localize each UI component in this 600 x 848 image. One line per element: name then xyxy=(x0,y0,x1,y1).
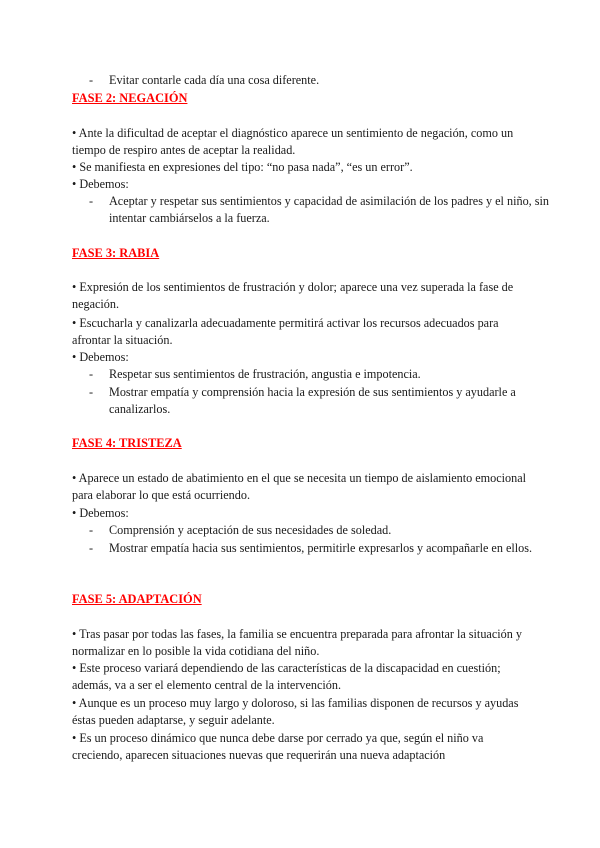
fase4-dash-item-2 xyxy=(72,540,571,557)
fase4-dash-text-1: Comprensión y aceptación de sus necesidades de soledad. xyxy=(109,523,392,537)
fase2-bullet-3: • Debemos: xyxy=(72,177,129,191)
dash-marker: - xyxy=(89,73,94,87)
fase5-bullet-2: • Este proceso variará dependiendo de las características de la discapacidad en cuestión; además, va a ser el elemento central de la intervención. xyxy=(72,661,501,693)
intro-dash-item xyxy=(72,72,577,89)
fase4-bullet-1: • Aparece un estado de abatimiento en el que se necesita un tiempo de aislamiento emocional para elaborar lo que está ocurriendo. xyxy=(72,471,527,503)
dash-marker: - xyxy=(89,367,94,381)
fase5-bullet-3: • Aunque es un proceso muy largo y doloroso, si las familias disponen de recursos y ayudas éstas pueden adaptarse, y seguir adelante. xyxy=(72,696,519,728)
fase3-heading: FASE 3: RABIA xyxy=(72,246,160,260)
fase3-bullet-3: • Debemos: xyxy=(72,350,129,364)
dash-marker: - xyxy=(89,523,94,537)
fase3-dash-text-2: Mostrar empatía y comprensión hacia la expresión de sus sentimientos y ayudarle a canalizarlos. xyxy=(109,385,516,417)
fase3-dash-item-1 xyxy=(72,366,571,383)
fase2-dash-item-1 xyxy=(72,193,571,227)
fase2-bullet-2: • Se manifiesta en expresiones del tipo: “no pasa nada”, “es un error”. xyxy=(72,160,413,174)
intro-item-text: Evitar contarle cada día una cosa diferente. xyxy=(109,73,320,87)
fase3-dash-text-1: Respetar sus sentimientos de frustración, angustia e impotencia. xyxy=(109,367,421,381)
fase4-bullet-2: • Debemos: xyxy=(72,506,129,520)
fase4-dash-text-2: Mostrar empatía hacia sus sentimientos, permitirle expresarlos y acompañarle en ellos. xyxy=(109,541,533,555)
fase4-dash-item-1 xyxy=(72,522,571,539)
fase3-dash-item-2 xyxy=(72,384,571,418)
dash-marker: - xyxy=(89,194,94,208)
fase3-bullet-1: • Expresión de los sentimientos de frustración y dolor; aparece una vez superada la fase de negación. xyxy=(72,280,514,312)
fase5-bullet-1: • Tras pasar por todas las fases, la familia se encuentra preparada para afrontar la situación y normalizar en lo posible la vida cotidiana del niño. xyxy=(72,627,522,659)
dash-marker: - xyxy=(89,385,94,399)
fase5-bullet-4: • Es un proceso dinámico que nunca debe darse por cerrado ya que, según el niño va creciendo, aparecen situaciones nuevas que requerirán una nueva adaptación xyxy=(72,731,484,763)
fase2-heading: FASE 2: NEGACIÓN xyxy=(72,91,188,105)
fase4-heading: FASE 4: TRISTEZA xyxy=(72,436,182,450)
fase2-bullet-1: • Ante la dificultad de aceptar el diagnóstico aparece un sentimiento de negación, como un tiempo de respiro antes de aceptar la realidad. xyxy=(72,126,514,158)
fase3-bullet-2: • Escucharla y canalizarla adecuadamente permitirá activar los recursos adecuados para afrontar la situación. xyxy=(72,316,499,348)
fase5-heading: FASE 5: ADAPTACIÓN xyxy=(72,592,202,606)
dash-marker: - xyxy=(89,541,94,555)
fase2-dash-text-1: Aceptar y respetar sus sentimientos y capacidad de asimilación de los padres y el niño, sin intentar cambiárselos a la fuerza. xyxy=(109,194,549,226)
